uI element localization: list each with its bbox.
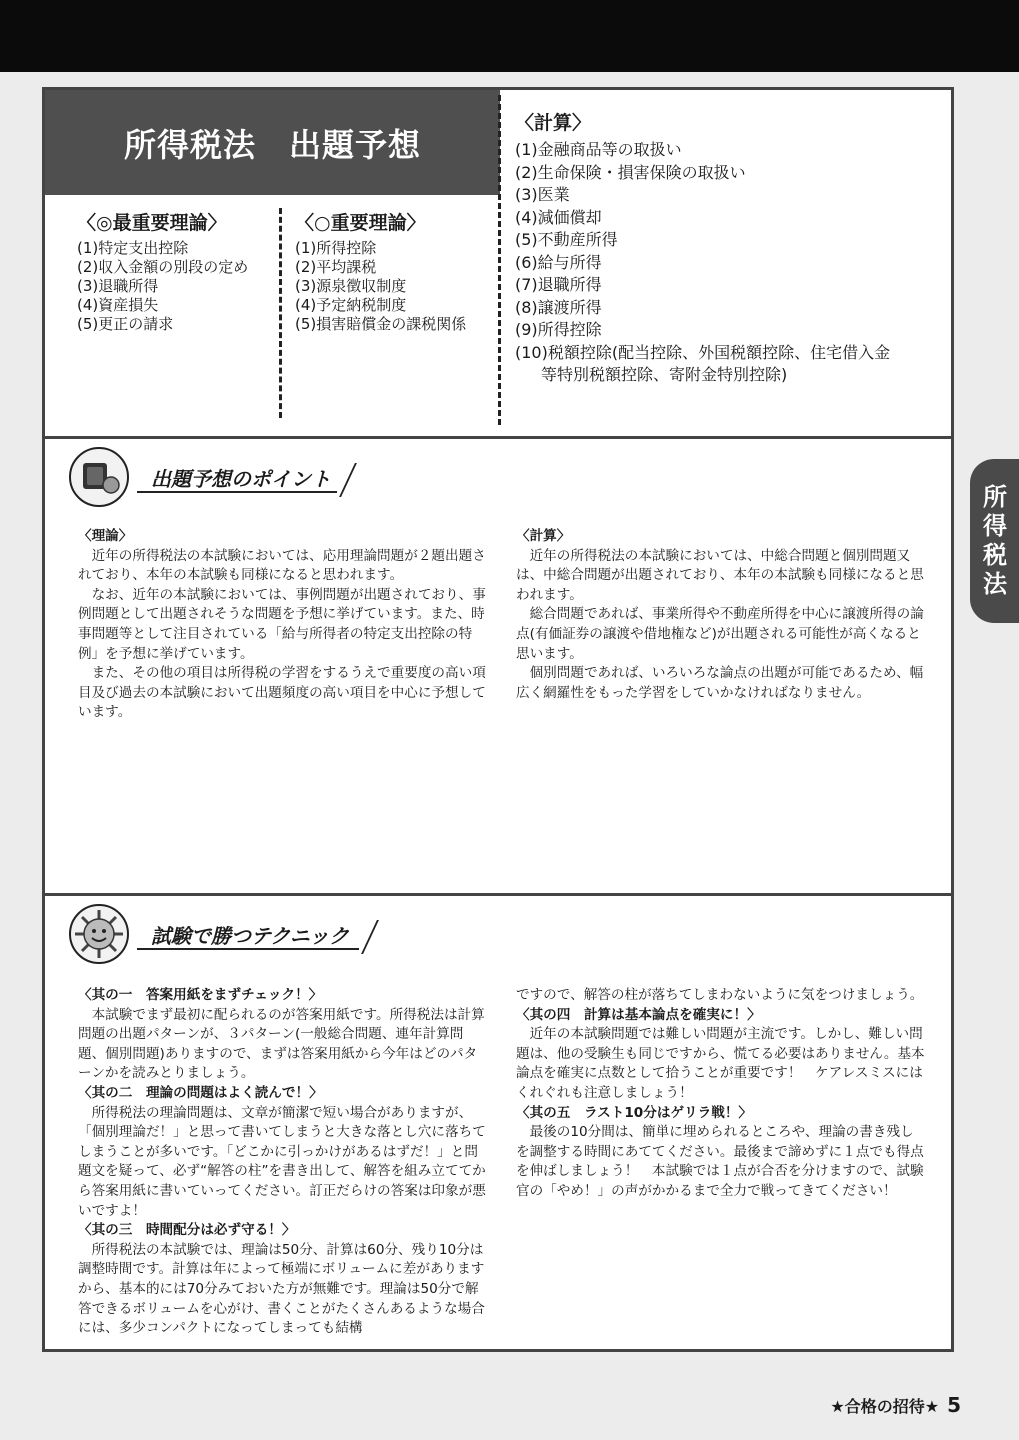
list-item: (5)更正の請求 [77,315,174,333]
list-item: (5)損害賠償金の課税関係 [295,315,467,333]
paragraph: 近年の所得税法の本試験においては、中総合問題と個別問題又は、中総合問題が出題されており、本年の本試験も同様になると思われます。 [516,547,924,603]
points-section [45,439,951,896]
title-box [45,90,500,195]
list-item: (9)所得控除 [515,320,602,339]
list-item: (1)所得控除 [295,239,377,257]
points-calc-heading: 〈計算〉 [516,528,571,544]
important-theory-list [295,239,495,334]
list-item: (2)収入金額の別段の定め [77,258,249,276]
list-item: (2)生命保険・損害保険の取扱い [515,162,746,182]
calc-list [515,139,935,387]
divider [498,95,501,425]
calc-column [515,108,935,387]
list-item: (6)給与所得 [515,252,602,272]
technique-section [45,896,951,1349]
list-item: (3)源泉徴収制度 [295,277,407,295]
list-item: (4)資産損失 [77,296,159,314]
tech-heading: 〈其の三 時間配分は必ず守る！〉 [78,1222,296,1239]
paragraph: ですので、解答の柱が落ちてしまわないように気をつけましょう。 [516,987,924,1003]
page-title: 所得税法 出題予想 [123,126,421,164]
paragraph: 個別問題であれば、いろいろな論点の出題が可能であるため、幅広く網羅性をもった学習をしていかなければなりません。 [516,665,924,701]
list-item: 等特別税額控除、寄附金特別控除) [541,365,788,384]
side-tab-label: 所得税法 [983,483,1007,598]
paragraph: なお、近年の本試験においては、事例問題が出題されており、事例問題として出題されそうな問題を予想に挙げています。また、時事問題等として注目されている「給与所得者の特定支出控除の特例」を予想に挙げています。 [78,586,486,662]
list-item: (4)予定納税制度 [295,296,407,314]
paragraph: 所得税法の本試験では、理論は50分、計算は60分、残り10分は調整時間です。計算は年によって極端にボリュームに差がありますから、基本的には70分みておいた方が無難です。理論は50分で解答できるボリュームを心がけ、書くことがたくさんあるような場合には、多少コンパクトになってしまっても結構 [78,1241,485,1337]
top-theory-list [77,239,277,334]
top-theory-column [77,208,277,334]
divider [279,208,282,418]
list-item: (3)医業 [515,185,570,204]
paragraph: 総合問題であれば、事業所得や不動産所得を中心に譲渡所得の論点(有価証券の譲渡や借地権など)が出題される可能性が高くなると思います。 [516,606,924,662]
tech-heading: 〈其の一 答案用紙をまずチェック！〉 [78,987,323,1003]
page-number: 5 [947,1393,961,1417]
tech-heading: 〈其の四 計算は基本論点を確実に！〉 [516,1006,761,1023]
important-theory-heading: 〈○重要理論〉 [295,212,426,234]
paragraph: 近年の本試験問題では難しい問題が主流です。しかし、難しい問題は、他の受験生も同じですから、慌てる必要はありません。基本論点を確実に点数として拾うことが重要です！ ケアレスミスにはくれぐれも注意しましょう！ [516,1026,925,1101]
tech-heading: 〈其の二 理論の問題はよく読んで！〉 [78,1084,323,1101]
list-item: (1)特定支出控除 [77,239,189,257]
paragraph: 所得税法の理論問題は、文章が簡潔で短い場合がありますが、「個別理論だ！」と思って書いてしまうと大きな落とし穴に落ちてしまうことが多いです。「どこかに引っかけがあるはずだ！」と問題文を疑って、必ず“解答の柱”を書き出して、解答を組み立ててから答案用紙に書いていってください。訂正だらけの答案は印象が悪いですよ！ [78,1104,486,1219]
prediction-section [45,90,951,439]
list-item: (1)金融商品等の取扱い [515,140,682,159]
sun-icon [69,904,129,964]
tech-right-text [516,986,926,1202]
points-theory-text [78,527,486,723]
tech-title: 試験で勝つテクニック [151,924,349,948]
side-tab [970,459,1019,623]
paragraph: 本試験でまず最初に配られるのが答案用紙です。所得税法は計算問題の出題パターンが、３パターン(一般総合問題、連年計算問題、個別問題)ありますので、まずは答案用紙から今年はどのパターンかを読みとりましょう。 [78,1006,485,1082]
important-theory-column [295,208,495,334]
list-item: (8)譲渡所得 [515,297,602,317]
points-title: 出題予想のポイント [151,467,331,491]
camera-icon [69,447,129,507]
tech-heading: 〈其の五 ラスト10分はゲリラ戦！〉 [516,1104,753,1121]
tech-left-text [78,986,488,1339]
calc-heading: 〈計算〉 [515,112,592,134]
points-theory-heading: 〈理論〉 [78,528,133,544]
list-item: (10)税額控除(配当控除、外国税額控除、住宅借入金 [515,342,891,362]
list-item: (7)退職所得 [515,275,602,294]
paragraph: 近年の所得税法の本試験においては、応用理論問題が２題出題されており、本年の本試験も同様になると思われます。 [78,547,486,584]
footer-brand: ★合格の招待★ [830,1397,940,1416]
points-title-ribbon [137,461,337,493]
footer [830,1393,961,1417]
list-item: (4)減価償却 [515,207,602,227]
paragraph: また、その他の項目は所得税の学習をするうえで重要度の高い項目及び過去の本試験において出題頻度の高い項目を中心に予想しています。 [78,665,486,721]
list-item: (2)平均課税 [295,258,377,276]
list-item: (5)不動産所得 [515,230,618,249]
top-bar [0,0,1019,72]
list-item: (3)退職所得 [77,277,159,295]
page-frame [42,87,954,1352]
paragraph: 最後の10分間は、簡単に埋められるところや、理論の書き残しを調整する時間にあててください。最後まで諦めずに１点でも得点を伸ばしましょう！ 本試験では１点が合否を分けますので、試験官の「やめ！」の声がかかるまで全力で戦ってきてください！ [516,1124,924,1199]
points-calc-text [516,527,926,703]
top-theory-heading: 〈◎最重要理論〉 [77,212,227,234]
tech-title-ribbon [137,918,359,950]
